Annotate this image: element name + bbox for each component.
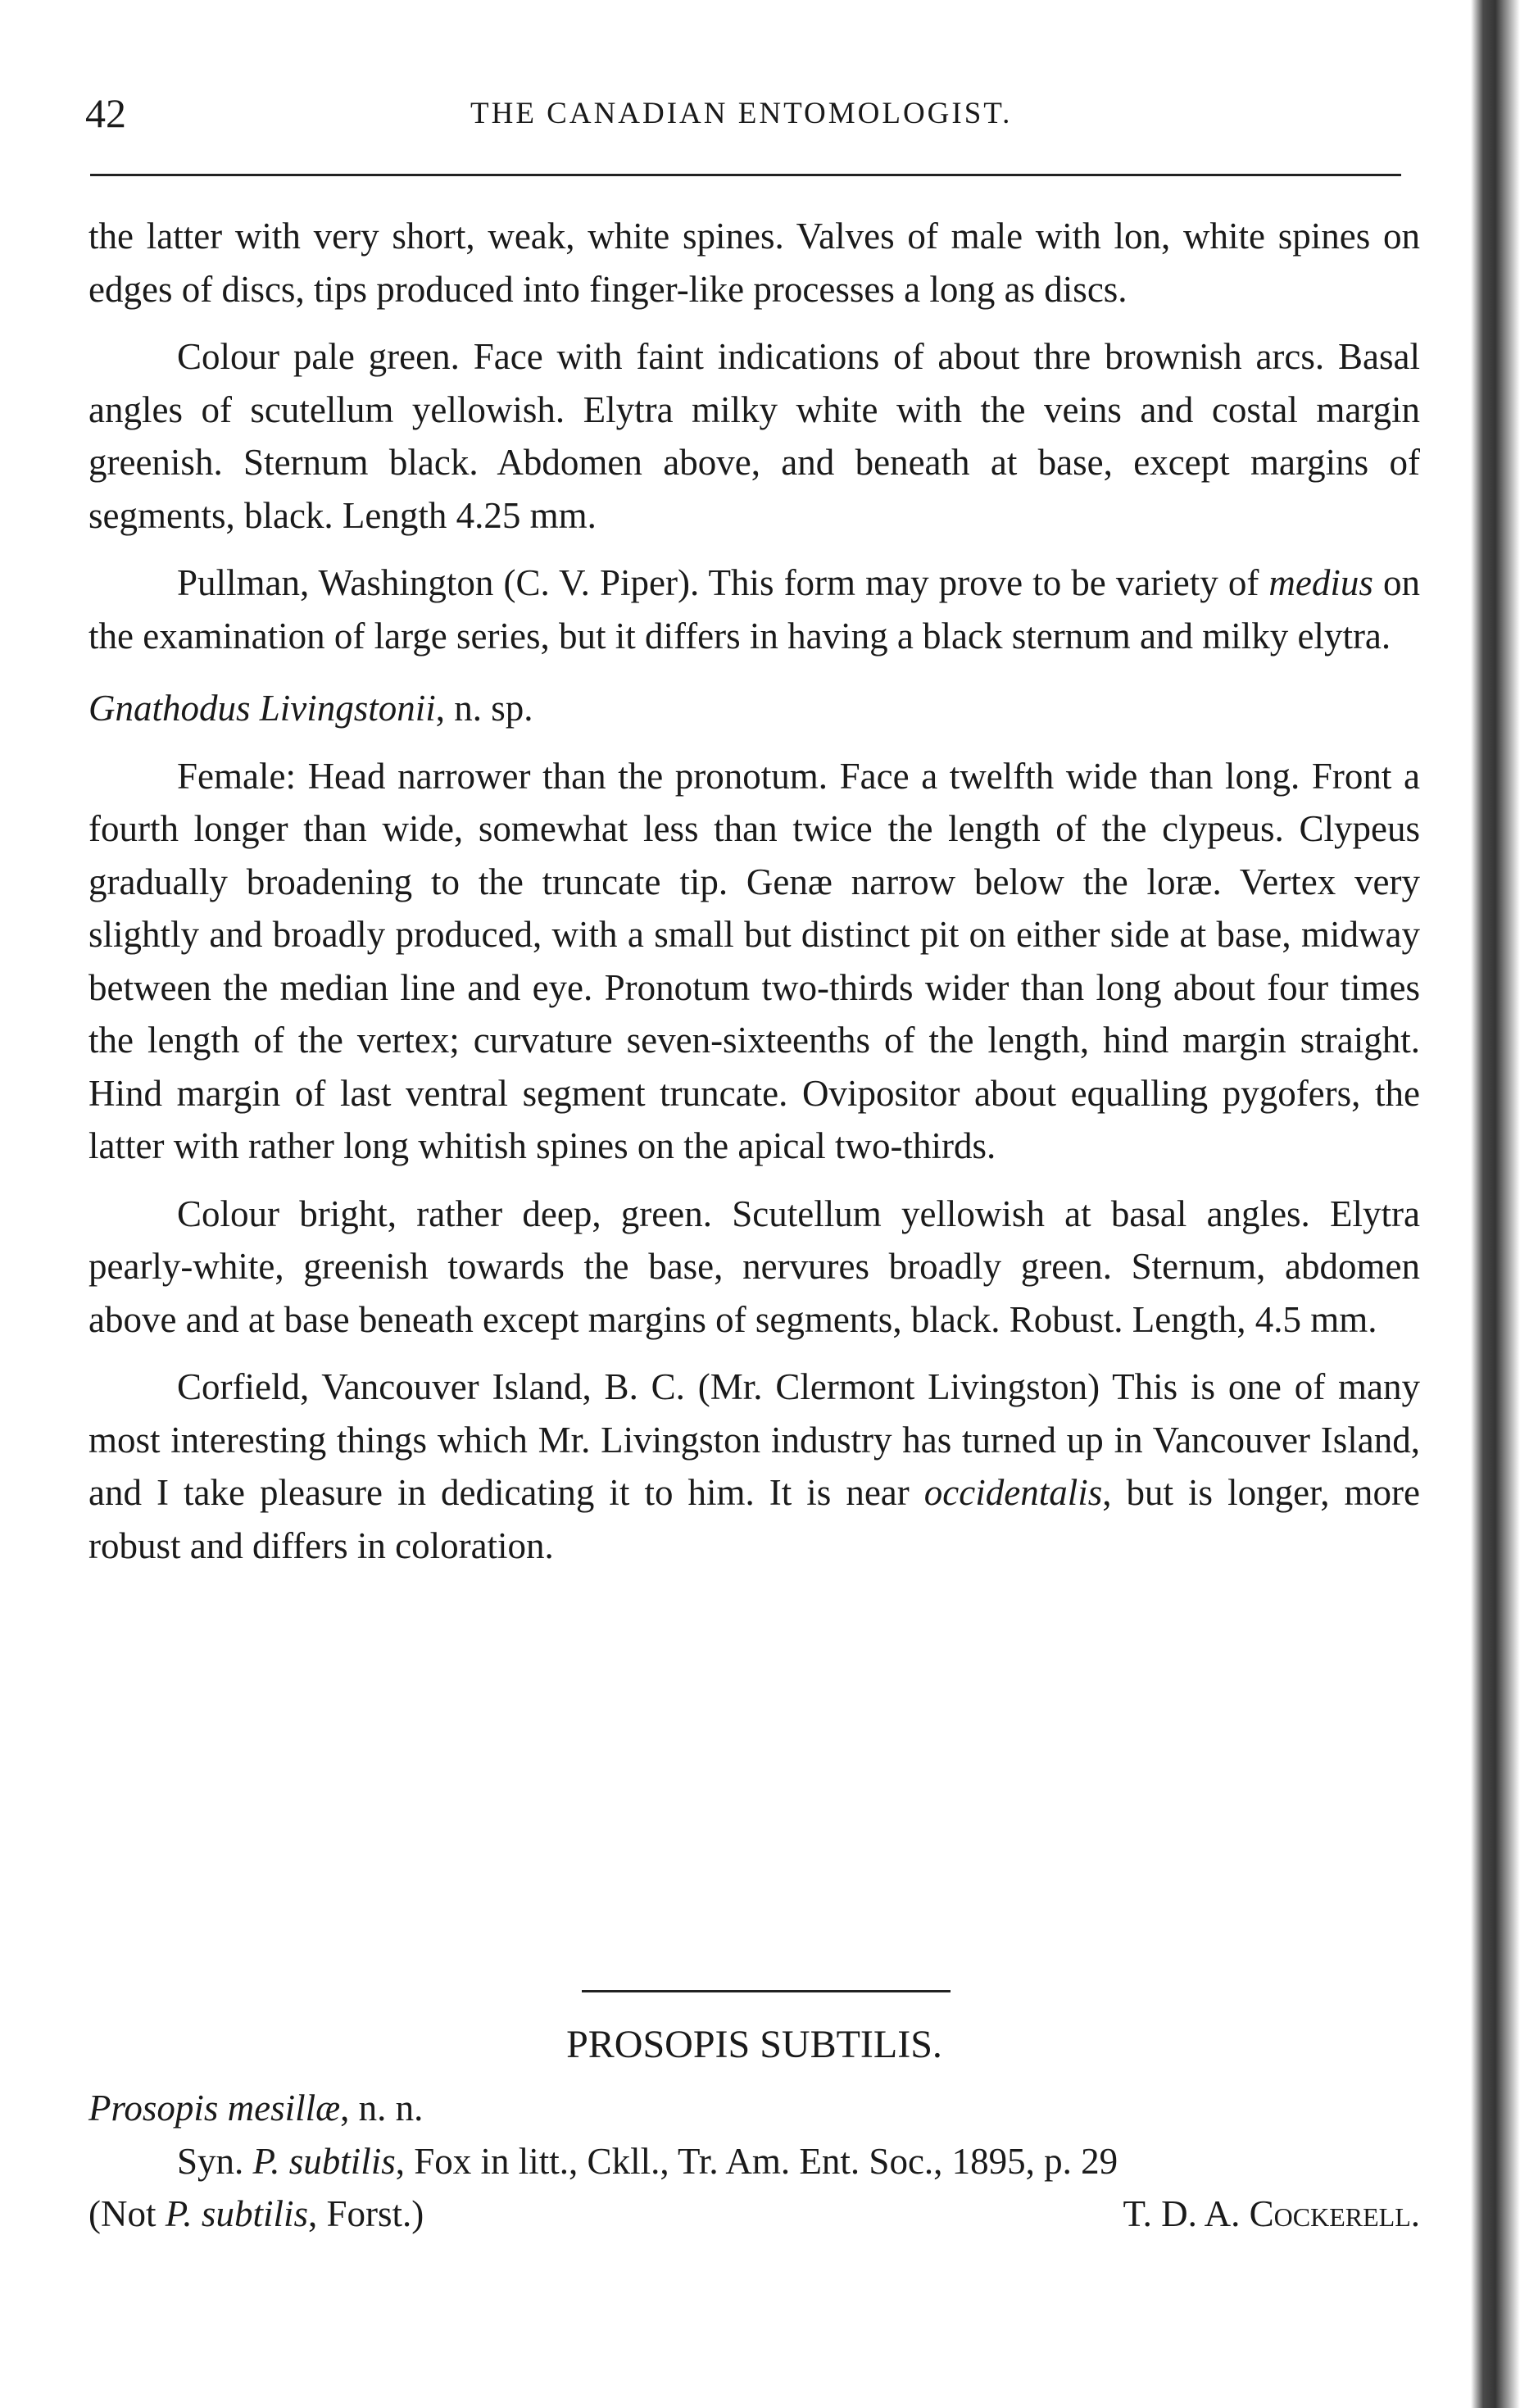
paragraph-continued: the latter with very short, weak, white spines. Valves of male with lon, white spines on edges of discs, tips produced into finger-like processes a long as discs.	[88, 216, 1420, 310]
paragraph-corfield	[88, 1361, 1420, 1572]
locality-text: Pullman, Washington (C. V. Piper). This form may prove to be variety of	[177, 562, 1269, 603]
new-name: Prosopis mesillæ	[88, 2088, 341, 2129]
journal-title: THE CANADIAN ENTOMOLOGIST.	[470, 97, 1013, 130]
paragraph-locality	[88, 557, 1420, 662]
paragraph-colour-description: Colour pale green. Face with faint indications of about thre brownish arcs. Basal angles of scutellum yellowish. Elytra milky white with the veins and costal margin greenish. Sternum black. Abdomen above, and beneath at base, except margins of segments, black. Length 4.25 mm.	[88, 336, 1420, 536]
not-author: , Forst.)	[307, 2193, 424, 2234]
synonym-line	[88, 2135, 1420, 2188]
corfield-text-end: , but is longer, more robust and differs in coloration.	[88, 1472, 1421, 1566]
paragraph-colour-female: Colour bright, rather deep, green. Scutellum yellowish at basal angles. Elytra pearly-white, greenish towards the base, nervures broadly green. Sternum, abdomen above and at base beneath except margins of segments, black. Robust. Length, 4.5 mm.	[88, 1193, 1420, 1340]
taxon-medius: medius	[1268, 562, 1373, 603]
species-name: Gnathodus Livingstonii	[88, 688, 436, 729]
species-suffix: , n. sp.	[435, 688, 533, 729]
syn-taxon: P. subtilis	[252, 2140, 396, 2182]
running-head	[85, 89, 1429, 138]
article-body	[88, 210, 1420, 1572]
not-label: (Not	[88, 2193, 166, 2234]
section-title: PROSOPIS SUBTILIS.	[566, 2023, 942, 2066]
author-signature: T. D. A. Cockerell.	[1123, 2193, 1420, 2234]
not-taxon: P. subtilis	[165, 2193, 308, 2234]
page-number: 42	[85, 90, 126, 136]
taxon-occidentalis: occidentalis	[923, 1472, 1103, 1513]
syn-label: Syn.	[177, 2140, 253, 2182]
species-heading	[88, 682, 1420, 735]
corfield-text: Corfield, Vancouver Island, B. C. (Mr. Clermont Livingston) This is one of many most interesting things which Mr. Livingston industry has turned up in Vancouver Island, and I take pleasure in dedicating it to him. It is near	[88, 1366, 1420, 1513]
not-note	[88, 2188, 424, 2241]
header-rule	[90, 174, 1401, 176]
syn-reference: , Fox in litt., Ckll., Tr. Am. Ent. Soc., 1895, p. 29	[395, 2140, 1118, 2182]
signature-line	[88, 2188, 1420, 2241]
locality-text-end: on the examination of large series, but it differs in having a black sternum and milky elytra.	[88, 562, 1420, 657]
scan-margin-bleed	[1438, 0, 1520, 2408]
paragraph-female-description: Female: Head narrower than the pronotum. Face a twelfth wide than long. Front a fourth longer than wide, somewhat less than twice the length of the clypeus. Clypeus gradually broadening to the truncate tip. Genæ narrow below the loræ. Vertex very slightly and broadly produced, with a small but distinct pit on either side at base, midway between the median line and eye. Pronotum two-thirds wider than long about four times the length of the vertex; curvature seven-sixteenths of the length, hind margin straight. Hind margin of last ventral segment truncate. Ovipositor about equalling pygofers, the latter with rather long whitish spines on the apical two-thirds.	[88, 755, 1420, 1166]
synonymy-block	[88, 2082, 1420, 2241]
new-name-line	[88, 2082, 1420, 2135]
new-name-suffix: , n. n.	[340, 2088, 424, 2129]
section-divider	[582, 1990, 951, 1992]
